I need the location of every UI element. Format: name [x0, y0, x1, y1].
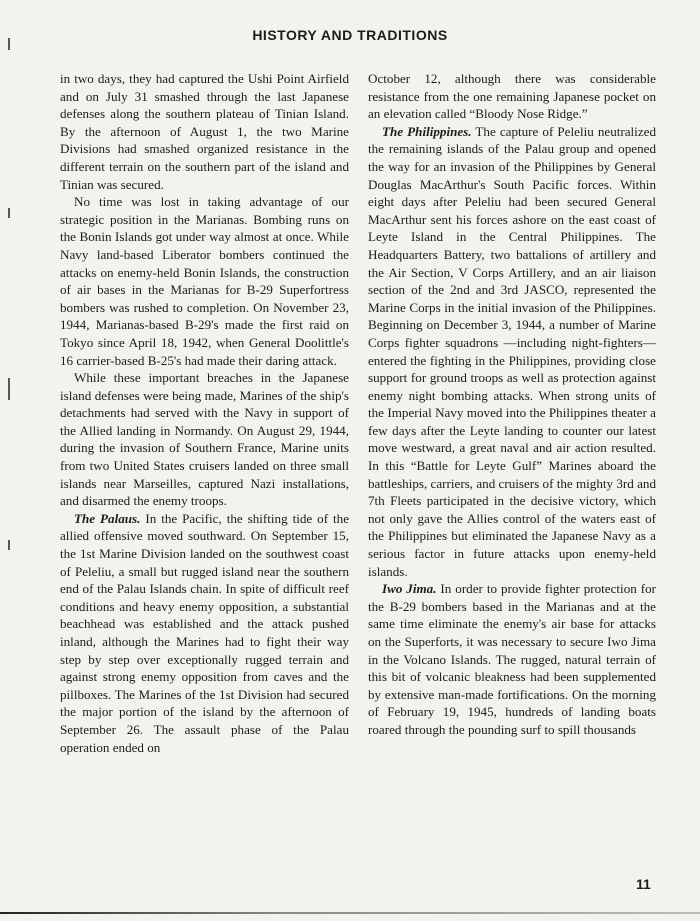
- paragraph-iwo-jima: [368, 580, 656, 738]
- paragraph-philippines: [368, 123, 656, 580]
- section-heading: Iwo Jima.: [382, 581, 437, 597]
- page-number: 11: [636, 876, 651, 892]
- margin-mark: [8, 208, 10, 218]
- left-column: [60, 70, 349, 756]
- margin-mark: [8, 540, 10, 550]
- paragraph-text: The capture of Peleliu neutralized the remaining islands of the Palau group and opened the way for an invasion of the Philippines by General Douglas MacArthur's South Pacific forces. Within eight days after Peleliu had been secured General MacArthur sent his forces ashore on the east coast of Leyte Island in the Central Philippines. The Headquarters Battery, two battalions of artillery and the Air Section, V Corps Artillery, and an air liaison section of the 2nd and 3rd JASCO, represented the Marine Corps in the initial invasion of the Philippines. Beginning on December 3, 1944, a number of Marine Corps fighter squadrons —including night-fighters—entered the fighting in the Philippines, providing close support for ground troops as well as protection against enemy night bombing attacks. When strong units of the Imperial Navy moved into the Philippines theater a few days after the Leyte landing to counter our latest move westward, a great naval and air action resulted. In this “Battle for Leyte Gulf” Marines aboard the battleships, carriers, and cruisers of the mighty 3rd and 7th Fleets participated in the decisive victory, which not only gave the Allies control of the waters east of the Philippines but eliminated the Japanese Navy as a serious factor in future attacks upon enemy-held islands.: [368, 123, 656, 579]
- section-heading: The Palaus.: [74, 510, 141, 526]
- paragraph: While these important breaches in the Japanese island defenses were being made, Marines of the ship's detachments had served with the Navy in support of the Allied landing in Normandy. On August 29, 1944, during the invasion of Southern France, Marine units from two United States cruisers landed on three small islands near Marseilles, captured Nazi installations, and disarmed the enemy troops.: [60, 370, 349, 509]
- paragraph-palaus: [60, 510, 349, 756]
- margin-mark: [8, 378, 10, 400]
- paragraph: in two days, they had captured the Ushi Point Airfield and on July 31 smashed through the last Japanese defenses along the southern plateau of Tinian Island. By the afternoon of August 1, the two Marine Divisions had smashed organized resistance in the different terrain on the southern part of the island and Tinian was secured.: [60, 71, 349, 192]
- paragraph-text: In order to provide fighter protection for the B-29 bombers based in the Marianas and at the same time eliminate the enemy's air base for attacks on the Superforts, it was necessary to secure Iwo Jima in the Volcano Islands. The rugged, natural terrain of this bit of volcanic bleakness had been supplemented by extensive man-made fortifications. On the morning of February 19, 1945, hundreds of landing boats roared through the pounding surf to spill thousands: [368, 581, 656, 737]
- bottom-rule: [0, 912, 700, 914]
- paragraph-text: In the Pacific, the shifting tide of the allied offensive moved southward. On September 15, the 1st Marine Division landed on the southwest coast of Peleliu, a small but rugged island near the southern end of the Palau Islands chain. In spite of difficult reef conditions and heavy enemy opposition, a substantial beachhead was established and the attack pushed inland, although the Marines had to fight their way step by step over exceptionally rugged terrain and against strong enemy opposition from caves and the pillboxes. The Marines of the 1st Division had secured the major portion of the island by the afternoon of September 26. The assault phase of the Palau operation ended on: [60, 510, 350, 755]
- paragraph: No time was lost in taking advantage of our strategic position in the Marianas. Bombing runs on the Bonin Islands got under way almost at once. While Navy land-based Liberator bombers continued the attacks on enemy-held Bonin Islands, the construction of air bases in the Marianas for B-29 Superfortress bombers was rushed to completion. On November 23, 1944, Marianas-based B-29's made the first raid on Tokyo since April 18, 1942, when General Doolittle's 16 carrier-based B-25's had made their daring attack.: [60, 194, 349, 368]
- section-heading: The Philippines.: [382, 123, 472, 139]
- right-column: [368, 70, 656, 739]
- page-header: HISTORY AND TRADITIONS: [252, 27, 448, 43]
- paragraph: October 12, although there was considerable resistance from the one remaining Japanese pocket on an elevation called “Bloody Nose Ridge.”: [368, 71, 656, 122]
